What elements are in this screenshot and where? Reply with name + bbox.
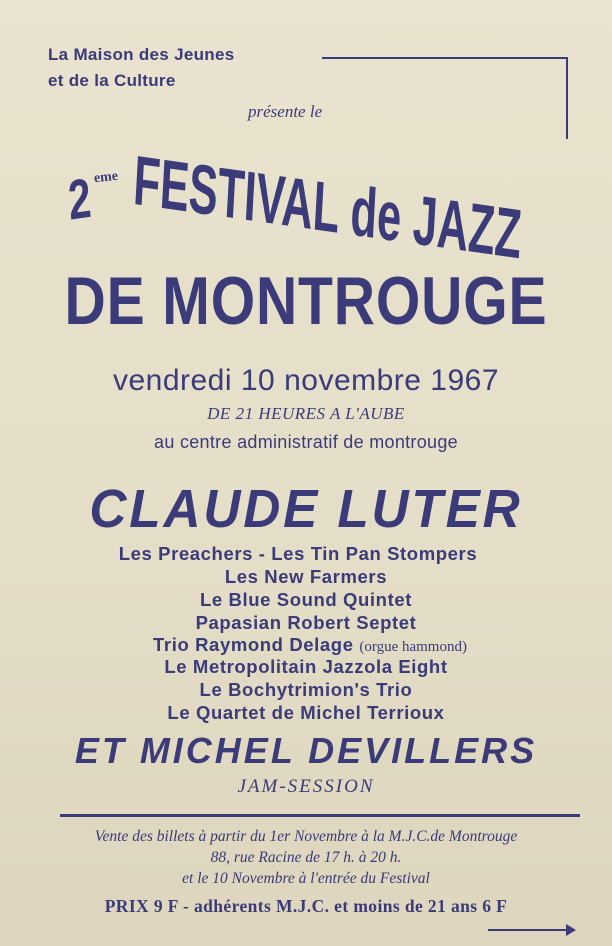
ticket-line-2: 88, rue Racine de 17 h. à 20 h. — [210, 849, 402, 866]
band-line: Le Metropolitain Jazzola Eight — [164, 656, 448, 677]
organizer-line-2: et de la Culture — [48, 71, 176, 90]
price-line: PRIX 9 F - adhérents M.J.C. et moins de 21 ans 6 F — [104, 896, 508, 916]
closing-act: ET MICHEL DEVILLERS — [74, 730, 538, 771]
event-venue: au centre administratif de montrouge — [154, 432, 458, 452]
festival-title-block — [66, 140, 556, 274]
top-rule-vertical — [566, 57, 568, 139]
divider-rule — [60, 814, 580, 817]
band-line — [4, 634, 612, 656]
band-name: Trio Raymond Delage — [153, 634, 354, 655]
arrow-icon-shaft — [488, 929, 568, 931]
ticket-line-3: et le 10 Novembre à l'entrée du Festival — [182, 870, 430, 887]
band-line: Le Quartet de Michel Terrioux — [167, 702, 445, 723]
festival-place: DE MONTROUGE — [64, 263, 548, 339]
event-date: vendredi 10 novembre 1967 — [112, 364, 500, 397]
band-line: Le Blue Sound Quintet — [200, 589, 412, 610]
edition-number: 2 — [66, 165, 94, 232]
organizer-line-1: La Maison des Jeunes — [48, 45, 235, 64]
presents-text: présente le — [248, 102, 323, 121]
organ-note: (orgue hammond) — [359, 639, 467, 655]
ticket-line-1: Vente des billets à partir du 1er Novembre à la M.J.C.de Montrouge — [94, 828, 518, 845]
arrow-icon — [566, 924, 576, 936]
band-line: Les Preachers - Les Tin Pan Stompers — [118, 543, 478, 564]
festival-title: FESTIVAL de JAZZ — [131, 140, 524, 274]
event-hours: DE 21 HEURES A L'AUBE — [207, 404, 405, 423]
headliner: CLAUDE LUTER — [89, 479, 523, 539]
top-rule — [322, 57, 568, 59]
band-line: Les New Farmers — [224, 566, 388, 587]
edition-superscript: eme — [93, 168, 119, 187]
band-line: Papasian Robert Septet — [195, 612, 417, 633]
band-line: Le Bochytrimion's Trio — [199, 679, 413, 700]
jam-session: JAM-SESSION — [237, 776, 375, 797]
